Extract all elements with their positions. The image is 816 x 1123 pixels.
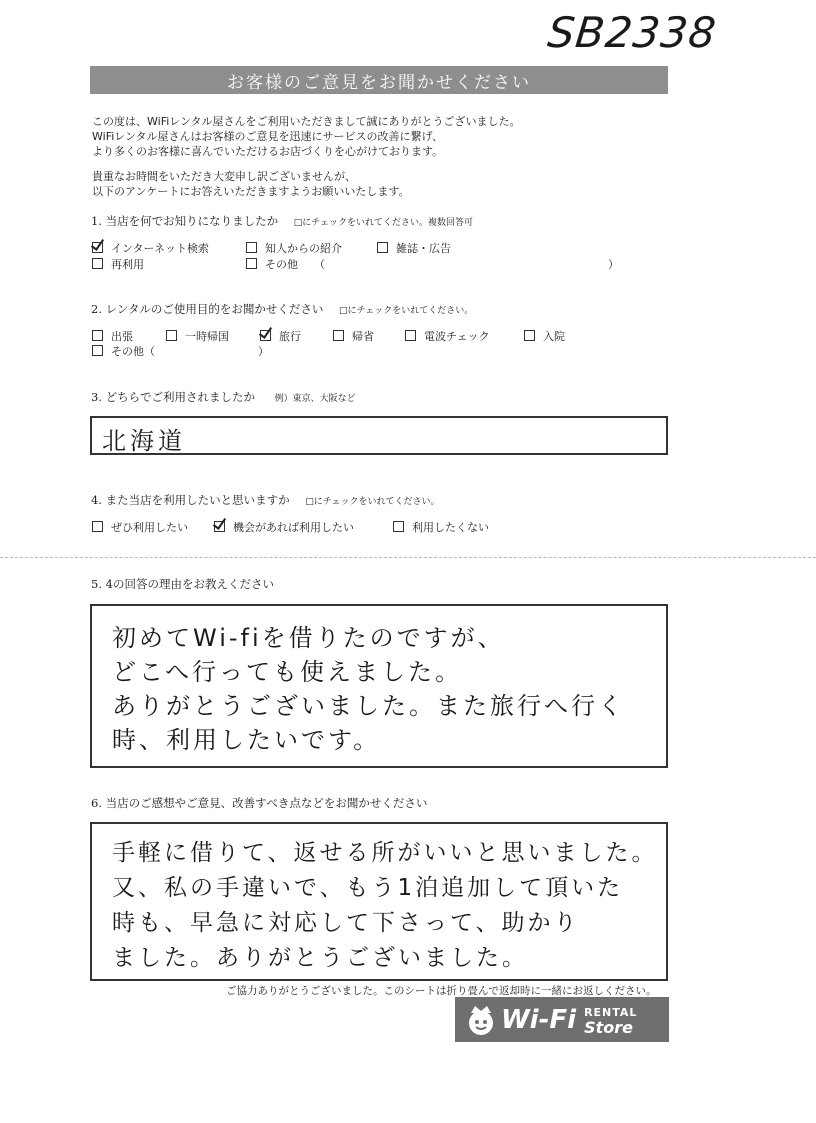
checkbox[interactable]: [92, 345, 103, 356]
q2-option-hospital[interactable]: [524, 328, 565, 344]
q6-heading: 6. 当店のご感想やご意見、改善すべき点などをお聞かせください: [91, 796, 428, 810]
option-label: 利用したくない: [412, 521, 489, 534]
q1-option-other[interactable]: [246, 256, 298, 272]
option-label: 機会があれば利用したい: [233, 521, 354, 534]
option-label: 帰省: [352, 330, 374, 343]
checkbox-checked[interactable]: [92, 242, 103, 253]
q2-option-travel[interactable]: [260, 328, 301, 344]
checkbox-checked[interactable]: [214, 521, 225, 532]
q2-heading: [91, 301, 473, 317]
option-label: 再利用: [111, 258, 144, 271]
fold-line: [0, 557, 816, 558]
q3-answer-box[interactable]: [90, 416, 668, 455]
option-label: 雑誌・広告: [396, 242, 451, 255]
checkbox[interactable]: [524, 330, 535, 341]
logo-subtitle: [584, 1005, 637, 1035]
intro-line-3: より多くのお客様に喜んでいただけるお店づくりを心がけております。: [92, 145, 444, 158]
q3-heading: [91, 389, 356, 405]
q2-note: □にチェックをいれてください。: [339, 306, 474, 316]
option-label: その他: [265, 258, 298, 271]
q5-answer-line-1: 初めてWi-fiを借りたのですが、: [112, 624, 505, 652]
option-label: 旅行: [279, 330, 301, 343]
option-label: 一時帰国: [185, 330, 229, 343]
checkbox[interactable]: [166, 330, 177, 341]
q3-answer-text: 北海道: [102, 427, 186, 455]
q6-answer-box[interactable]: [90, 822, 668, 981]
q4-option-no[interactable]: [393, 519, 489, 535]
wifi-rental-store-logo: [455, 997, 669, 1042]
q4-heading-text: 4. また当店を利用したいと思いますか: [91, 493, 290, 507]
option-label: 入院: [543, 330, 565, 343]
logo-rental-text: RENTAL: [584, 1005, 638, 1019]
survey-title: お客様のご意見をお聞かせください: [90, 66, 668, 94]
serial-number: SB2338: [545, 8, 719, 57]
q2-other-paren-close: ）: [258, 345, 269, 358]
option-label: 電波チェック: [424, 330, 490, 343]
q5-answer-line-4: 時、利用したいです。: [112, 726, 381, 754]
checkbox[interactable]: [92, 521, 103, 532]
logo-store-text: Store: [584, 1017, 633, 1037]
q5-answer-line-3: ありがとうございました。また旅行へ行く: [112, 692, 625, 720]
q2-option-return-home[interactable]: [166, 328, 229, 344]
q1-option-referral[interactable]: [246, 240, 342, 256]
checkbox[interactable]: [405, 330, 416, 341]
q4-note: □にチェックをいれてください。: [305, 497, 440, 507]
q5-heading: 5. 4の回答の理由をお教えください: [91, 577, 274, 591]
intro-line-4: 貴重なお時間をいただき大変申し訳ございませんが、: [92, 170, 356, 183]
checkbox[interactable]: [246, 242, 257, 253]
q1-note: □にチェックをいれてください。複数回答可: [293, 218, 474, 228]
q3-example: 例）東京、大阪など: [274, 394, 356, 404]
footer-note: ご協力ありがとうございました。このシートは折り畳んで返却時に一緒にお返しください。: [226, 985, 657, 997]
intro-line-5: 以下のアンケートにお答えいただきますようお願いいたします。: [92, 185, 410, 198]
q6-answer-line-1: 手軽に借りて、返せる所がいいと思いました。: [112, 840, 658, 866]
checkbox-checked[interactable]: [260, 330, 271, 341]
q5-answer-box[interactable]: [90, 604, 668, 768]
q2-option-signal-check[interactable]: [405, 328, 490, 344]
logo-wifi-text: Wi-Fi: [501, 1004, 577, 1035]
option-label: その他（: [111, 345, 155, 358]
checkbox[interactable]: [92, 330, 103, 341]
q3-heading-text: 3. どちらでご利用されましたか: [91, 390, 256, 404]
q1-heading-text: 1. 当店を何でお知りになりましたか: [91, 214, 279, 228]
intro-line-1: この度は、WiFiレンタル屋さんをご利用いただきまして誠にありがとうございました。: [92, 115, 521, 128]
q4-option-definitely[interactable]: [92, 519, 188, 535]
option-label: 知人からの紹介: [265, 242, 342, 255]
q1-option-magazine[interactable]: [377, 240, 451, 256]
q1-heading: [91, 213, 473, 229]
q5-answer-line-2: どこへ行っても使えました。: [112, 658, 463, 686]
q1-other-paren-open: （: [314, 258, 325, 271]
checkbox[interactable]: [246, 258, 257, 269]
q1-other-paren-close: ）: [608, 258, 619, 271]
q6-answer-line-3: 時も、早急に対応して下さって、助かり: [112, 910, 580, 936]
intro-line-2: WiFiレンタル屋さんはお客様のご意見を迅速にサービスの改善に繋げ、: [92, 130, 444, 143]
q2-option-business[interactable]: [92, 328, 133, 344]
checkbox[interactable]: [92, 258, 103, 269]
q2-option-other[interactable]: [92, 343, 155, 359]
checkbox[interactable]: [377, 242, 388, 253]
q1-option-reuse[interactable]: [92, 256, 144, 272]
q4-heading: [91, 492, 440, 508]
checkbox[interactable]: [333, 330, 344, 341]
checkbox[interactable]: [393, 521, 404, 532]
q6-answer-line-2: 又、私の手違いで、もう1泊追加して頂いた: [112, 875, 624, 901]
option-label: ぜひ利用したい: [111, 521, 188, 534]
q2-heading-text: 2. レンタルのご使用目的をお聞かせください: [91, 302, 324, 316]
q4-option-if-chance[interactable]: [214, 519, 354, 535]
q6-answer-line-4: ました。ありがとうございました。: [112, 945, 528, 971]
mascot-icon: [463, 1002, 499, 1038]
q2-option-homecoming[interactable]: [333, 328, 374, 344]
option-label: 出張: [111, 330, 133, 343]
option-label: インターネット検索: [111, 242, 210, 255]
q1-option-internet[interactable]: [92, 240, 209, 256]
